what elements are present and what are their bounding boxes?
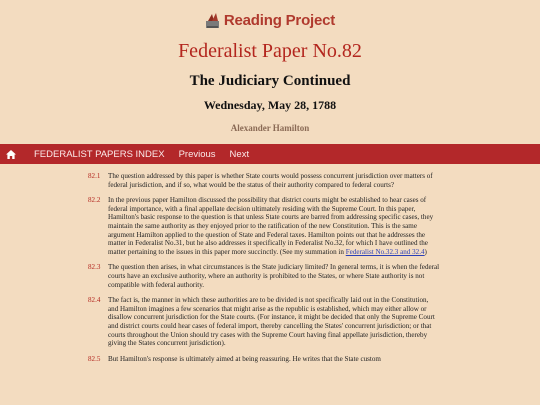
paragraph-text	[108, 196, 440, 256]
page-title: Federalist Paper No.82	[178, 40, 362, 62]
federalist-32-link[interactable]: Federalist No.32.3 and 32.4	[345, 247, 425, 256]
author-name: Alexander Hamilton	[230, 123, 310, 133]
article-content	[88, 172, 440, 370]
paragraph	[88, 296, 440, 348]
paragraph-text: The question addressed by this paper is whether State courts would possess concurrent jurisdiction over matters of federal jurisdiction, and if so, what would be the status of their authority compared to federal courts?	[108, 172, 433, 189]
paragraph-text-after-link: )	[424, 247, 427, 256]
paragraph-number: 82.5	[88, 354, 101, 363]
paragraph	[88, 172, 440, 189]
logo-text: Reading Project	[223, 11, 336, 29]
home-icon[interactable]	[0, 150, 24, 159]
paragraph-text: The question then arises, in what circumstances is the State judiciary limited? In general terms, it is when the federal courts have an exclusive authority, where an authority is prohibited to the States, or where State authority is not compatible with federal authority.	[108, 263, 440, 289]
paragraph-number: 82.2	[88, 196, 101, 205]
paragraph-number: 82.4	[88, 296, 101, 305]
paragraph-number: 82.3	[88, 263, 101, 272]
paragraph-text-before-link: In the previous paper Hamilton discussed the possibility that district courts might be established to hear cases of federal importance, with a final appellate decision ultimately residing with the Supreme Court. In this paper, Hamilton's basic response to the question is that unless State courts are barred from addressing specific cases, they maintain the same authority as they enjoyed prior to the ratification of the new Constitution. This is the same argument Hamilton applied to the question of State and Federal taxes. Hamilton points out that he addresses the matter in Federalist No.31, but he also addresses it specifically in Federalist No.32, for which I have outlined the matter pertaining to the issues in this paper more succinctly. (See my summation in	[108, 196, 434, 256]
navigation-bar	[0, 144, 540, 164]
page-subtitle: The Judiciary Continued	[189, 73, 351, 89]
paragraph	[88, 355, 440, 364]
publication-date: Wednesday, May 28, 1788	[203, 98, 337, 112]
paragraph	[88, 263, 440, 289]
paragraph-text: But Hamilton's response is ultimately aimed at being reassuring. He writes that the State custom	[108, 354, 381, 363]
nav-previous[interactable]: Previous	[178, 148, 216, 160]
reading-project-logo-icon	[205, 11, 220, 29]
nav-next[interactable]: Next	[229, 148, 250, 160]
nav-federalist-index[interactable]: FEDERALIST PAPERS INDEX	[34, 148, 165, 160]
paragraph-text: The fact is, the manner in which these authorities are to be divided is not specifically laid out in the Constitution, and Hamilton imagines a few scenarios that might arise as the republic is established, which may either allow or disallow concurrent jurisdiction for the State courts. (For instance, it might be decided that only the Supreme Court and district courts could hear cases of federal import, thereby cancelling the States' concurrent jurisdiction; or that courts throughout the Union should try cases with the Supreme Court having final appellate jurisdiction, thereby giving the States concurrent jurisdiction).	[108, 296, 435, 348]
site-logo[interactable]	[0, 9, 540, 31]
paragraph-number: 82.1	[88, 172, 101, 180]
paragraph	[88, 196, 440, 256]
